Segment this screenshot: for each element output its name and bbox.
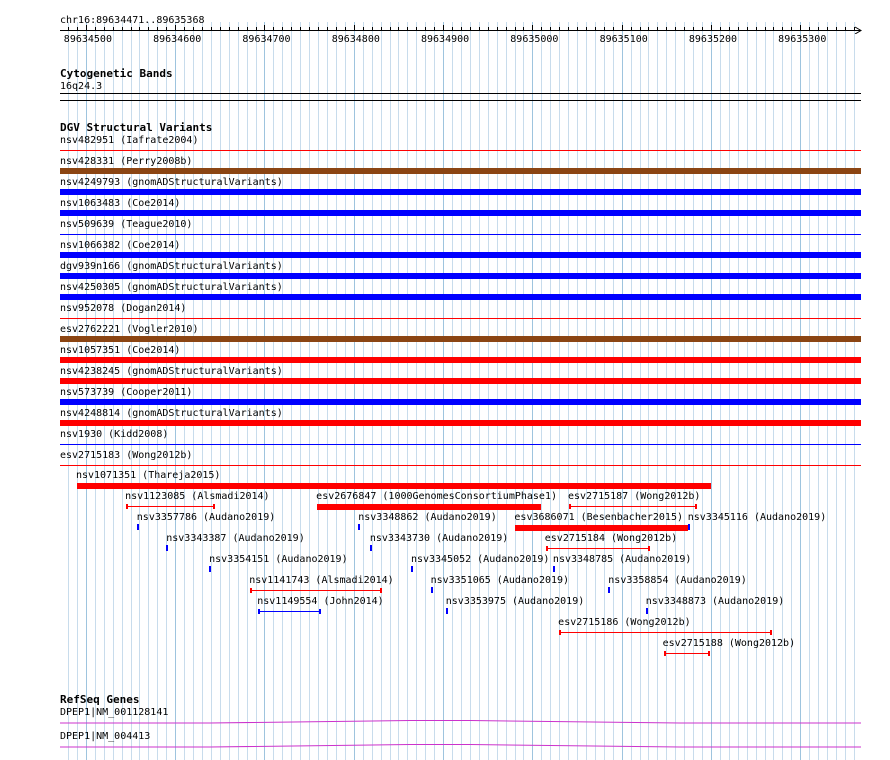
dgv-variant-label: dgv939n166 (gnomADStructuralVariants)	[60, 261, 283, 272]
ruler-tick-label: 89634700	[242, 34, 291, 45]
dgv-variant-bar[interactable]	[60, 399, 861, 405]
ruler-tick-label: 89634500	[63, 34, 112, 45]
cytoband-track-separator	[60, 100, 861, 101]
dgv-feature-span[interactable]	[258, 611, 320, 612]
dgv-variant-bar[interactable]	[60, 273, 861, 279]
dgv-variant-label: nsv482951 (Iafrate2004)	[60, 135, 199, 146]
dgv-feature-label: nsv1141743 (Alsmadi2014)	[249, 575, 394, 586]
dgv-feature-label: nsv3343387 (Audano2019)	[166, 533, 305, 544]
dgv-feature-endcap	[648, 546, 650, 551]
dgv-feature-label: esv2715187 (Wong2012b)	[567, 491, 701, 502]
dgv-feature-label: nsv3357786 (Audano2019)	[136, 512, 276, 523]
dgv-feature-endcap	[213, 504, 215, 509]
dgv-feature-endcap	[250, 588, 252, 593]
dgv-feature-label: nsv3348862 (Audano2019)	[358, 512, 497, 523]
dgv-feature-endcap	[380, 588, 382, 593]
dgv-feature-endcap	[664, 651, 666, 656]
refseq-gene-label: DPEP1|NM_001128141	[60, 707, 169, 718]
ruler-tick-label: 89635100	[599, 34, 648, 45]
dgv-variant-label: nsv509639 (Teague2010)	[60, 219, 193, 230]
dgv-feature-bar[interactable]	[77, 483, 711, 489]
dgv-variant-bar[interactable]	[60, 357, 861, 363]
dgv-feature-tick[interactable]	[646, 608, 648, 614]
dgv-feature-label: esv3686071 (Besenbacher2015)	[514, 512, 683, 523]
dgv-feature-tick[interactable]	[358, 524, 360, 530]
dgv-feature-endcap	[695, 504, 697, 509]
dgv-feature-endcap	[569, 504, 571, 509]
dgv-variant-bar[interactable]	[60, 294, 861, 300]
refseq-gene-model[interactable]	[0, 741, 890, 749]
dgv-variant-label: esv2762221 (Vogler2010)	[60, 324, 199, 335]
dgv-variant-bar[interactable]	[60, 318, 861, 319]
dgv-variant-bar[interactable]	[60, 465, 861, 466]
ruler-tick-label: 89635300	[778, 34, 827, 45]
dgv-feature-label: nsv1149554 (John2014)	[257, 596, 384, 607]
dgv-feature-span[interactable]	[664, 653, 710, 654]
coordinate-ruler[interactable]	[0, 22, 890, 34]
refseq-gene-label: DPEP1|NM_004413	[60, 731, 151, 742]
dgv-feature-tick[interactable]	[137, 524, 139, 530]
refseq-track-title: RefSeq Genes	[60, 693, 140, 706]
locus-label: chr16:89634471..89635368	[60, 15, 205, 26]
dgv-variant-bar[interactable]	[60, 252, 861, 258]
dgv-variant-label: esv2715183 (Wong2012b)	[60, 450, 193, 461]
ruler-tick-label: 89634600	[153, 34, 202, 45]
dgv-feature-span[interactable]	[559, 632, 771, 633]
dgv-variant-label: nsv573739 (Cooper2011)	[60, 387, 193, 398]
dgv-feature-endcap	[546, 546, 548, 551]
dgv-variant-label: nsv4238245 (gnomADStructuralVariants)	[60, 366, 283, 377]
dgv-feature-tick[interactable]	[553, 566, 555, 572]
dgv-track-title: DGV Structural Variants	[60, 121, 213, 134]
dgv-feature-tick[interactable]	[166, 545, 168, 551]
dgv-feature-label: nsv3343730 (Audano2019)	[369, 533, 509, 544]
dgv-variant-bar[interactable]	[60, 210, 861, 216]
dgv-feature-endcap	[559, 630, 561, 635]
dgv-feature-endcap	[770, 630, 772, 635]
dgv-variant-label: nsv1930 (Kidd2008)	[60, 429, 169, 440]
dgv-variant-label: nsv4248814 (gnomADStructuralVariants)	[60, 408, 283, 419]
dgv-variant-label: nsv428331 (Perry2008b)	[60, 156, 193, 167]
dgv-variant-label: nsv4250305 (gnomADStructuralVariants)	[60, 282, 283, 293]
cytoband-track-title: Cytogenetic Bands	[60, 67, 173, 80]
dgv-feature-label: nsv3358854 (Audano2019)	[608, 575, 747, 586]
dgv-feature-bar[interactable]	[317, 504, 541, 510]
dgv-feature-label: nsv3345116 (Audano2019)	[687, 512, 827, 523]
dgv-feature-tick[interactable]	[688, 524, 690, 530]
dgv-feature-endcap	[319, 609, 321, 614]
dgv-feature-tick[interactable]	[209, 566, 211, 572]
dgv-feature-span[interactable]	[250, 590, 380, 591]
dgv-feature-label: esv2715188 (Wong2012b)	[662, 638, 796, 649]
dgv-variant-bar[interactable]	[60, 150, 861, 151]
dgv-feature-label: nsv3348873 (Audano2019)	[645, 596, 785, 607]
dgv-feature-tick[interactable]	[411, 566, 413, 572]
dgv-feature-tick[interactable]	[446, 608, 448, 614]
dgv-feature-span[interactable]	[546, 548, 650, 549]
dgv-feature-label: nsv3351065 (Audano2019)	[430, 575, 570, 586]
dgv-feature-tick[interactable]	[431, 587, 433, 593]
dgv-feature-label: nsv1123085 (Alsmadi2014)	[125, 491, 270, 502]
dgv-feature-tick[interactable]	[370, 545, 372, 551]
dgv-variant-label: nsv952078 (Dogan2014)	[60, 303, 187, 314]
dgv-feature-label: nsv1071351 (Thareja2015)	[75, 470, 221, 481]
dgv-feature-label: esv2715184 (Wong2012b)	[544, 533, 678, 544]
ruler-tick-label: 89634900	[420, 34, 470, 45]
dgv-feature-label: nsv3348785 (Audano2019)	[552, 554, 692, 565]
refseq-gene-line	[60, 721, 861, 724]
ruler-tick-label: 89635000	[510, 34, 559, 45]
dgv-variant-label: nsv1063483 (Coe2014)	[60, 198, 181, 209]
dgv-variant-label: nsv4249793 (gnomADStructuralVariants)	[60, 177, 283, 188]
dgv-variant-bar[interactable]	[60, 168, 861, 174]
dgv-variant-bar[interactable]	[60, 378, 861, 384]
dgv-feature-endcap	[258, 609, 260, 614]
dgv-feature-span[interactable]	[569, 506, 696, 507]
dgv-feature-label: esv2715186 (Wong2012b)	[558, 617, 691, 628]
ruler-tick-label: 89635200	[688, 34, 738, 45]
dgv-variant-bar[interactable]	[60, 444, 861, 445]
dgv-variant-bar[interactable]	[60, 336, 861, 342]
refseq-gene-model[interactable]	[0, 717, 890, 725]
dgv-feature-endcap	[126, 504, 128, 509]
dgv-variant-label: nsv1066382 (Coe2014)	[60, 240, 181, 251]
dgv-variant-label: nsv1057351 (Coe2014)	[60, 345, 181, 356]
cytoband-label: 16q24.3	[60, 81, 103, 92]
dgv-feature-span[interactable]	[126, 506, 214, 507]
dgv-feature-bar[interactable]	[515, 525, 687, 531]
cytoband-bar[interactable]	[60, 93, 861, 94]
dgv-feature-label: esv2676847 (1000GenomesConsortiumPhase1)	[316, 491, 557, 502]
dgv-variant-bar[interactable]	[60, 420, 861, 426]
dgv-feature-endcap	[708, 651, 710, 656]
refseq-gene-line	[60, 745, 861, 748]
ruler-tick-label: 89634800	[331, 34, 380, 45]
dgv-variant-bar[interactable]	[60, 189, 861, 195]
dgv-feature-tick[interactable]	[608, 587, 610, 593]
dgv-variant-bar[interactable]	[60, 234, 861, 235]
dgv-feature-label: nsv3354151 (Audano2019)	[209, 554, 348, 565]
dgv-feature-label: nsv3345052 (Audano2019)	[410, 554, 550, 565]
dgv-feature-label: nsv3353975 (Audano2019)	[445, 596, 585, 607]
